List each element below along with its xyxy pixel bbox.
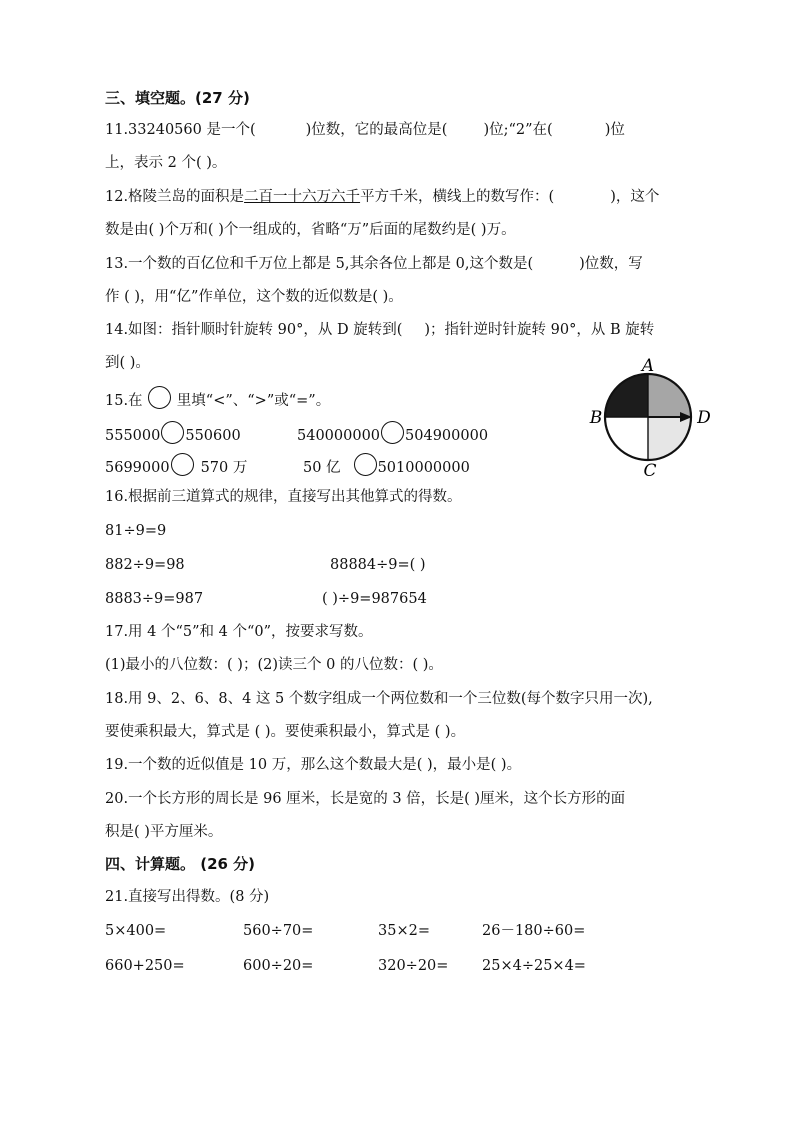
- compare-circle-icon[interactable]: [354, 453, 377, 476]
- question-20-line1: 20.一个长方形的周长是 96 厘米，长是宽的 3 倍，长是( )厘米，这个长方形的面: [105, 791, 626, 807]
- q13-part-a: 13.一个数的百亿位和千万位上都是 5,其余各位上都是 0,这个数是(: [105, 256, 534, 272]
- dial-label-top: A: [641, 356, 655, 376]
- q21-row1-item1: 5×400=: [105, 923, 167, 939]
- q21-row2-item1: 660+250=: [105, 958, 185, 974]
- q14-part-a: 14.如图：指针顺时针旋转 90°，从 D 旋转到(: [105, 322, 403, 338]
- question-11-line1: [105, 120, 717, 140]
- q12-part-a: 12.格陵兰岛的面积是: [105, 189, 245, 205]
- q21-row2-item4: 25×4÷25×4=: [482, 958, 586, 974]
- q15-part-a: 15.在: [105, 393, 143, 409]
- section-heading-calculation: 四、计算题。 (26 分): [105, 855, 256, 873]
- q11-part-b: )位数，它的最高位是(: [305, 122, 448, 138]
- q21-row2-item3: 320÷20=: [378, 958, 449, 974]
- question-14-line1: [105, 320, 654, 340]
- q21-row2-item2: 600÷20=: [243, 958, 314, 974]
- compare-circle-icon[interactable]: [381, 421, 404, 444]
- question-20-line2: 积是( )平方厘米。: [105, 824, 223, 840]
- q14-part-b: )；指针逆时针旋转 90°，从 B 旋转: [424, 322, 655, 338]
- question-17-intro: 17.用 4 个“5”和 4 个“0”，按要求写数。: [105, 624, 373, 640]
- q16-equation-2: 882÷9=98: [105, 557, 185, 573]
- q11-part-c: )位;“2”在(: [483, 122, 553, 138]
- question-17-parts: (1)最小的八位数：( )；(2)读三个 0 的八位数：( )。: [105, 657, 443, 673]
- q21-row1-item3: 35×2=: [378, 923, 430, 939]
- pointer-dial-figure: [584, 356, 724, 480]
- q21-row1-item2: 560÷70=: [243, 923, 314, 939]
- question-12-line1: [105, 187, 659, 207]
- dial-label-bottom: C: [643, 461, 657, 480]
- question-13-line1: [105, 254, 643, 274]
- question-12-line2: 数是由( )个万和( )个一组成的，省略“万”后面的尾数约是( )万。: [105, 222, 516, 238]
- q16-equation-4: 8883÷9=987: [105, 591, 204, 607]
- compare-circle-icon[interactable]: [161, 421, 184, 444]
- question-18-line1: 18.用 9、2、6、8、4 这 5 个数字组成一个两位数和一个三位数(每个数字只用一次),: [105, 691, 653, 707]
- question-13-line2: 作 ( )，用“亿”作单位，这个数的近似数是( )。: [105, 289, 403, 305]
- q15-row2-right: [303, 453, 470, 478]
- q15-row1-left: [105, 421, 241, 446]
- section-heading-fill-blank: 三、填空题。(27 分): [105, 89, 250, 107]
- q12-part-c: )，这个: [610, 189, 660, 205]
- q15-part-b: 里填“<”、“>”或“=”。: [176, 393, 331, 409]
- compare-circle-icon[interactable]: [171, 453, 194, 476]
- question-11-line2: 上，表示 2 个( )。: [105, 155, 227, 171]
- q15-r2-left-number: 5699000: [105, 460, 170, 476]
- q13-part-b: )位数，写: [579, 256, 643, 272]
- q11-part-d: )位: [604, 122, 625, 138]
- q15-r1-right-number: 550600: [185, 428, 241, 444]
- q15-row2-left: [105, 453, 247, 478]
- q15-row1-right: [297, 421, 488, 446]
- q11-part-a: 11.33240560 是一个(: [105, 122, 256, 138]
- q15-r1-left-number-2: 540000000: [297, 428, 381, 444]
- question-19: 19.一个数的近似值是 10 万，那么这个数最大是( )，最小是( )。: [105, 757, 522, 773]
- q16-equation-5: ( )÷9=987654: [322, 591, 427, 607]
- q12-part-b: 平方千米，横线上的数写作：(: [360, 189, 555, 205]
- q15-r1-left-number: 555000: [105, 428, 161, 444]
- q12-underlined-number: 二百一十六万六千: [244, 189, 361, 205]
- question-21-intro: 21.直接写出得数。(8 分): [105, 889, 270, 905]
- q15-r2-right-number-2: 5010000000: [377, 460, 470, 476]
- question-18-line2: 要使乘积最大，算式是 ( )。要使乘积最小，算式是 ( )。: [105, 724, 466, 740]
- q15-r2-left-number-2: 50 亿: [303, 460, 341, 476]
- question-15-intro: [105, 386, 330, 411]
- question-14-line2: 到( )。: [105, 355, 150, 371]
- q15-r2-right-number: 570 万: [200, 460, 248, 476]
- q21-row1-item4: 26－180÷60=: [482, 923, 586, 939]
- question-16-intro: 16.根据前三道算式的规律，直接写出其他算式的得数。: [105, 489, 462, 505]
- dial-label-left: B: [589, 408, 603, 428]
- blank-circle-icon: [148, 386, 171, 409]
- q15-r1-right-number-2: 504900000: [405, 428, 489, 444]
- q16-equation-3: 88884÷9=( ): [330, 557, 426, 573]
- dial-label-right: D: [697, 408, 711, 428]
- q16-equation-1: 81÷9=9: [105, 523, 167, 539]
